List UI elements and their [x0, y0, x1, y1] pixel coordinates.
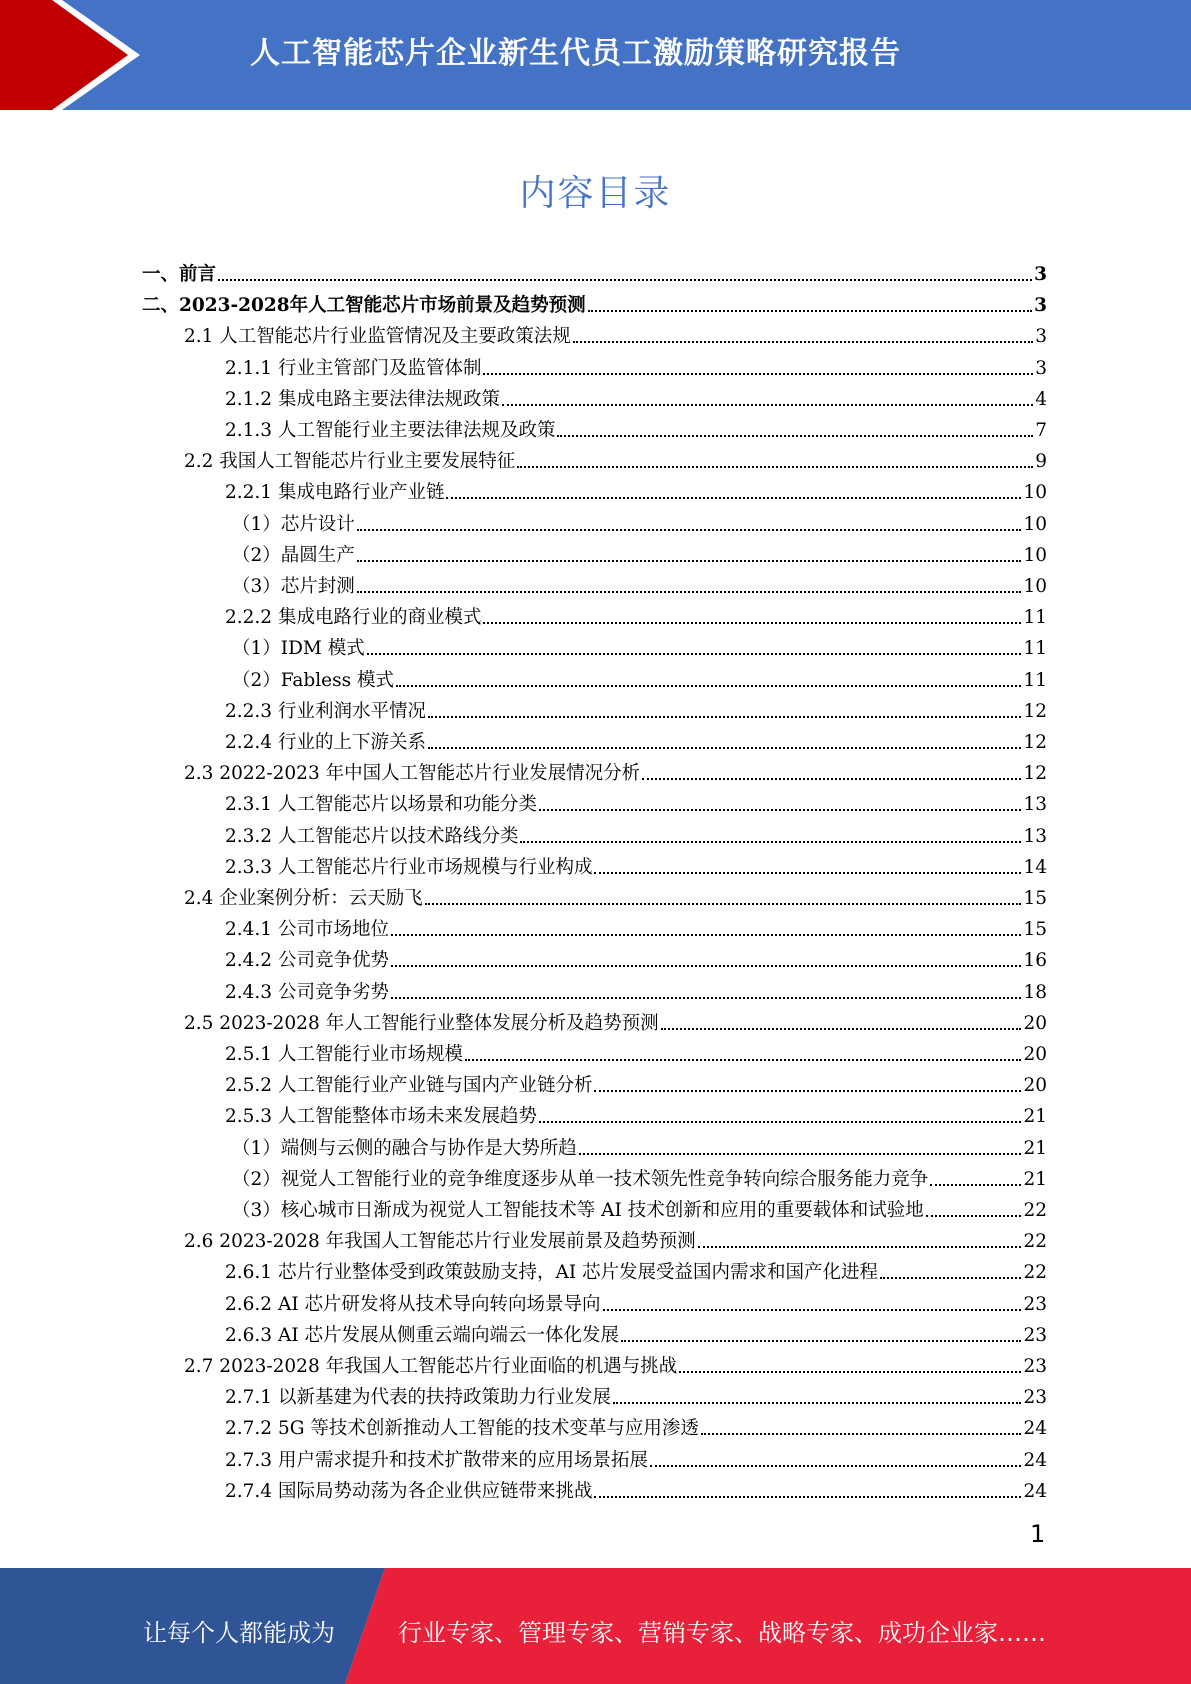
toc-entry[interactable]: [225, 941, 1047, 972]
toc-entry-page: 23: [1023, 1356, 1047, 1377]
toc-dot-leader: [391, 997, 1021, 999]
toc-entry-label: 2.7.2 5G 等技术创新推动人工智能的技术变革与应用渗透: [225, 1418, 699, 1439]
toc-entry[interactable]: [225, 349, 1047, 380]
toc-dot-leader: [661, 1028, 1022, 1030]
toc-entry-label: 2.6.2 AI 芯片研发将从技术导向转向场景导向: [225, 1294, 601, 1315]
toc-entry-page: 23: [1023, 1325, 1047, 1346]
toc-dot-leader: [573, 341, 1033, 343]
toc-entry-page: 3: [1034, 264, 1047, 285]
toc-entry[interactable]: [232, 661, 1047, 692]
toc-entry[interactable]: [184, 754, 1047, 785]
toc-entry-label: 2.6.1 芯片行业整体受到政策鼓励支持，AI 芯片发展受益国内需求和国产化进程: [225, 1262, 879, 1283]
toc-entry[interactable]: [225, 1316, 1047, 1347]
toc-dot-leader: [218, 279, 1032, 281]
toc-heading: 内容目录: [519, 173, 672, 214]
toc-entry-page: 20: [1023, 1075, 1047, 1096]
toc-entry-page: 10: [1023, 482, 1047, 503]
toc-entry-label: 2.2.4 行业的上下游关系: [225, 732, 426, 753]
toc-entry-label: 2.5.2 人工智能行业产业链与国内产业链分析: [225, 1075, 593, 1096]
toc-entry[interactable]: [232, 1191, 1047, 1222]
toc-entry[interactable]: [142, 255, 1047, 286]
toc-entry-page: 23: [1023, 1294, 1047, 1315]
toc-entry-label: 2.7.4 国际局势动荡为各企业供应链带来挑战: [225, 1481, 593, 1502]
toc-entry-page: 20: [1023, 1044, 1047, 1065]
toc-entry-page: 10: [1023, 576, 1047, 597]
toc-dot-leader: [446, 497, 1021, 499]
toc-entry-page: 22: [1023, 1231, 1047, 1252]
toc-dot-leader: [930, 1184, 1021, 1186]
toc-dot-leader: [621, 1340, 1021, 1342]
footer-slogan-right: 行业专家、管理专家、营销专家、战略专家、成功企业家……: [398, 1619, 1046, 1647]
toc-dot-leader: [357, 591, 1022, 593]
toc-entry-label: 2.3.3 人工智能芯片行业市场规模与行业构成: [225, 857, 593, 878]
toc-entry-page: 16: [1023, 950, 1047, 971]
toc-entry-page: 9: [1035, 451, 1047, 472]
toc-entry[interactable]: [225, 380, 1047, 411]
toc-dot-leader: [357, 560, 1022, 562]
toc-entry[interactable]: [225, 723, 1047, 754]
toc-dot-leader: [698, 1246, 1022, 1248]
toc-entry-label: 2.3 2022-2023 年中国人工智能芯片行业发展情况分析: [184, 763, 641, 784]
toc-dot-leader: [483, 373, 1033, 375]
toc-entry-label: 一、前言: [142, 264, 217, 285]
toc-entry-label: 2.1 人工智能芯片行业监管情况及主要政策法规: [184, 326, 571, 347]
toc-dot-leader: [579, 1153, 1022, 1155]
toc-entry-page: 12: [1023, 732, 1047, 753]
toc-entry-label: （1）IDM 模式: [232, 638, 365, 659]
toc-entry-page: 11: [1023, 670, 1047, 691]
toc-entry-label: 2.1.2 集成电路主要法律法规政策: [225, 389, 500, 410]
toc-entry-label: 2.7.3 用户需求提升和技术扩散带来的应用场景拓展: [225, 1450, 648, 1471]
toc-entry-label: 2.5.3 人工智能整体市场未来发展趋势: [225, 1106, 537, 1127]
toc-entry[interactable]: [232, 567, 1047, 598]
toc-dot-leader: [520, 841, 1021, 843]
toc-entry-label: （3）核心城市日渐成为视觉人工智能技术等 AI 技术创新和应用的重要载体和试验地: [232, 1200, 924, 1221]
toc-entry-page: 11: [1023, 638, 1047, 659]
toc-dot-leader: [367, 653, 1022, 655]
toc-dot-leader: [594, 872, 1021, 874]
toc-entry-page: 4: [1035, 389, 1047, 410]
toc-entry-label: （3）芯片封测: [232, 576, 355, 597]
toc-entry[interactable]: [232, 536, 1047, 567]
toc-entry-page: 13: [1023, 794, 1047, 815]
toc-dot-leader: [425, 903, 1022, 905]
toc-dot-leader: [880, 1277, 1021, 1279]
toc-entry-label: 2.4.1 公司市场地位: [225, 919, 389, 940]
toc-entry[interactable]: [232, 629, 1047, 660]
toc-entry-label: 2.1.1 行业主管部门及监管体制: [225, 358, 482, 379]
toc-entry[interactable]: [225, 910, 1047, 941]
toc-entry-label: 2.2.1 集成电路行业产业链: [225, 482, 445, 503]
toc-entry-page: 10: [1023, 545, 1047, 566]
toc-entry[interactable]: [184, 442, 1047, 473]
toc-entry[interactable]: [225, 1097, 1047, 1128]
report-title: 人工智能芯片企业新生代员工激励策略研究报告: [250, 36, 901, 71]
toc-entry-page: 3: [1035, 326, 1047, 347]
toc-entry[interactable]: [225, 473, 1047, 504]
toc-dot-leader: [594, 1496, 1021, 1498]
toc-entry[interactable]: [225, 598, 1047, 629]
toc-entry-page: 21: [1023, 1169, 1047, 1190]
toc-dot-leader: [650, 1465, 1021, 1467]
toc-entry-page: 24: [1023, 1450, 1047, 1471]
page-number: 1: [1030, 1520, 1046, 1548]
report-header: [0, 0, 1191, 110]
toc-entry[interactable]: [225, 1472, 1047, 1503]
toc-entry-label: 二、2023-2028年人工智能芯片市场前景及趋势预测: [142, 295, 586, 316]
toc-entry-label: 2.2.2 集成电路行业的商业模式: [225, 607, 482, 628]
toc-entry[interactable]: [225, 1035, 1047, 1066]
toc-entry-page: 7: [1035, 420, 1047, 441]
toc-entry-page: 14: [1023, 857, 1047, 878]
toc-entry-label: 2.5.1 人工智能行业市场规模: [225, 1044, 463, 1065]
toc-dot-leader: [701, 1433, 1022, 1435]
toc-entry-label: 2.7.1 以新基建为代表的扶持政策助力行业发展: [225, 1387, 611, 1408]
toc-entry[interactable]: [225, 848, 1047, 879]
toc-entry[interactable]: [225, 1253, 1047, 1284]
toc-dot-leader: [594, 1090, 1021, 1092]
toc-dot-leader: [926, 1215, 1022, 1217]
toc-entry-label: 2.3.2 人工智能芯片以技术路线分类: [225, 826, 519, 847]
toc-entry-page: 23: [1023, 1387, 1047, 1408]
footer-slogan-left: 让每个人都能成为: [143, 1619, 335, 1647]
toc-entry-page: 24: [1023, 1481, 1047, 1502]
toc-entry-page: 15: [1023, 919, 1047, 940]
toc-entry[interactable]: [225, 692, 1047, 723]
toc-entry-page: 11: [1023, 607, 1047, 628]
toc-entry-page: 12: [1023, 763, 1047, 784]
toc-entry-page: 13: [1023, 826, 1047, 847]
toc-entry-page: 3: [1034, 295, 1047, 316]
toc-dot-leader: [539, 1121, 1021, 1123]
toc-dot-leader: [588, 310, 1032, 312]
toc-entry-page: 20: [1023, 1013, 1047, 1034]
toc-dot-leader: [428, 716, 1021, 718]
toc-entry-label: 2.6.3 AI 芯片发展从侧重云端向端云一体化发展: [225, 1325, 620, 1346]
toc-entry-page: 3: [1035, 358, 1047, 379]
toc-entry[interactable]: [232, 505, 1047, 536]
toc-entry-page: 10: [1023, 514, 1047, 535]
toc-dot-leader: [603, 1309, 1022, 1311]
toc-entry[interactable]: [225, 1378, 1047, 1409]
toc-entry-label: 2.3.1 人工智能芯片以场景和功能分类: [225, 794, 537, 815]
toc-entry[interactable]: [184, 1347, 1047, 1378]
toc-dot-leader: [642, 778, 1021, 780]
toc-entry[interactable]: [184, 317, 1047, 348]
toc-entry[interactable]: [225, 411, 1047, 442]
toc-entry-label: （2）视觉人工智能行业的竞争维度逐步从单一技术领先性竞争转向综合服务能力竞争: [232, 1169, 929, 1190]
toc-entry-label: 2.5 2023-2028 年人工智能行业整体发展分析及趋势预测: [184, 1013, 659, 1034]
toc-entry-label: 2.4 企业案例分析：云天励飞: [184, 888, 423, 909]
toc-dot-leader: [391, 934, 1021, 936]
toc-entry-label: 2.1.3 人工智能行业主要法律法规及政策: [225, 420, 556, 441]
toc-entry[interactable]: [184, 1004, 1047, 1035]
toc-entry-label: 2.2 我国人工智能芯片行业主要发展特征: [184, 451, 516, 472]
toc-dot-leader: [502, 404, 1033, 406]
toc-dot-leader: [539, 809, 1021, 811]
footer-banner: [0, 1568, 1191, 1684]
toc-dot-leader: [396, 685, 1021, 687]
toc-entry[interactable]: [142, 286, 1047, 317]
toc-entry-label: （1）端侧与云侧的融合与协作是大势所趋: [232, 1138, 577, 1159]
toc-entry-page: 22: [1023, 1200, 1047, 1221]
toc-entry-label: 2.7 2023-2028 年我国人工智能芯片行业面临的机遇与挑战: [184, 1356, 678, 1377]
toc-entry-label: 2.4.3 公司竞争劣势: [225, 982, 389, 1003]
toc-entry-label: （2）Fabless 模式: [232, 670, 394, 691]
toc-entry[interactable]: [184, 879, 1047, 910]
toc-dot-leader: [357, 529, 1022, 531]
toc-dot-leader: [428, 747, 1021, 749]
toc-entry-page: 21: [1023, 1138, 1047, 1159]
toc-entry-label: 2.4.2 公司竞争优势: [225, 950, 389, 971]
toc-entry-page: 15: [1023, 888, 1047, 909]
toc-entry[interactable]: [225, 1066, 1047, 1097]
toc-entry[interactable]: [232, 1129, 1047, 1160]
toc-dot-leader: [557, 435, 1033, 437]
toc-entry-page: 22: [1023, 1262, 1047, 1283]
toc-dot-leader: [391, 965, 1021, 967]
toc-entry[interactable]: [184, 1222, 1047, 1253]
toc-dot-leader: [679, 1371, 1021, 1373]
toc-entry[interactable]: [225, 1285, 1047, 1316]
toc-entry[interactable]: [225, 785, 1047, 816]
toc-entry[interactable]: [225, 1441, 1047, 1472]
toc-entry-label: （2）晶圆生产: [232, 545, 355, 566]
toc-entry[interactable]: [225, 973, 1047, 1004]
toc-entry-page: 12: [1023, 701, 1047, 722]
toc-entry-label: 2.6 2023-2028 年我国人工智能芯片行业发展前景及趋势预测: [184, 1231, 696, 1252]
toc-entry[interactable]: [225, 1409, 1047, 1440]
toc-dot-leader: [613, 1402, 1021, 1404]
toc-entry-page: 18: [1023, 982, 1047, 1003]
toc-dot-leader: [465, 1059, 1021, 1061]
toc-entry-page: 24: [1023, 1418, 1047, 1439]
toc-entry[interactable]: [232, 1160, 1047, 1191]
toc-dot-leader: [483, 622, 1021, 624]
toc-dot-leader: [517, 466, 1033, 468]
toc-entry-label: （1）芯片设计: [232, 514, 355, 535]
toc-entry-page: 21: [1023, 1106, 1047, 1127]
toc-entry-label: 2.2.3 行业利润水平情况: [225, 701, 426, 722]
toc-entry[interactable]: [225, 817, 1047, 848]
